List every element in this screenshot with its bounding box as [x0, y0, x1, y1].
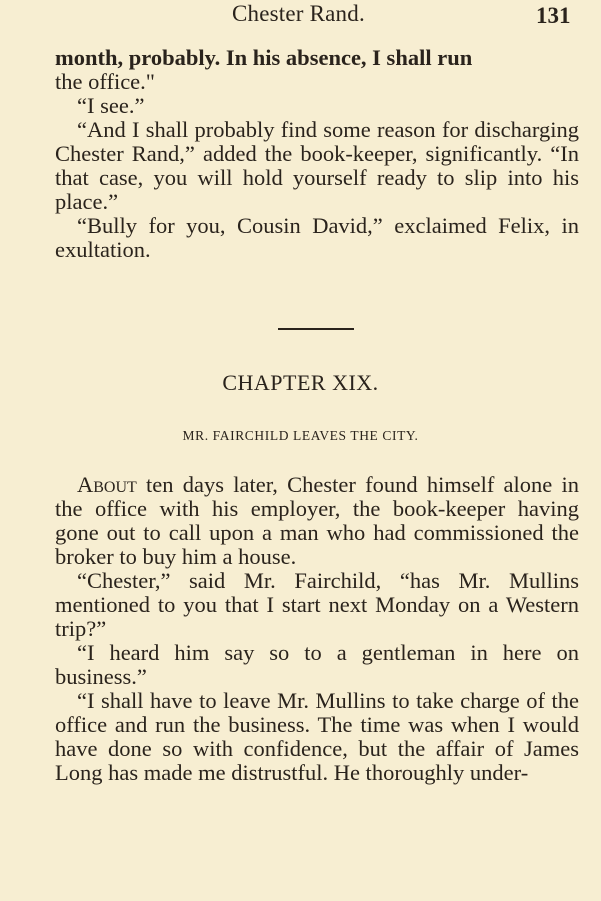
chapter-paragraph-4: “I shall have to leave Mr. Mullins to take charge of the office and run the business. The time was when I would have done so with confidence, but the affair of James Long has made me distrustful. He thoroughly under- — [55, 688, 579, 785]
paragraph-1-bold-line: month, probably. In his absence, I shall run — [55, 45, 473, 70]
bottom-text-block — [55, 473, 579, 785]
paragraph-4: “Bully for you, Cousin David,” exclaimed Felix, in exultation. — [55, 213, 579, 262]
paragraph-1-rest: the office." — [55, 69, 155, 94]
chapter-paragraph-2: “Chester,” said Mr. Fairchild, “has Mr. Mullins mentioned to you that I start next Monday on a Western trip?” — [55, 568, 579, 641]
running-head — [0, 0, 601, 30]
running-title: Chester Rand. — [232, 1, 365, 26]
page-number: 131 — [536, 3, 571, 28]
section-divider — [278, 328, 354, 330]
chapter-lead-word: About — [77, 472, 137, 497]
chapter-paragraph-1 — [55, 473, 579, 569]
paragraph-3: “And I shall probably find some reason for discharging Chester Rand,” added the book-keeper, significantly. “In that case, you will hold yourself ready to slip into his place.” — [55, 117, 579, 214]
chapter-paragraph-3: “I heard him say so to a gentleman in here on business.” — [55, 640, 579, 689]
paragraph-2: “I see.” — [77, 93, 145, 118]
top-text-block — [55, 46, 579, 262]
paragraph-1 — [55, 46, 579, 94]
chapter-paragraph-1-rest: ten days later, Chester found himself alone in the office with his employer, the book-keeper having gone out to call upon a man who had commissioned the broker to buy him a house. — [55, 472, 579, 569]
chapter-subtitle: MR. FAIRCHILD LEAVES THE CITY. — [182, 428, 419, 443]
chapter-heading: CHAPTER XIX. — [222, 370, 379, 395]
